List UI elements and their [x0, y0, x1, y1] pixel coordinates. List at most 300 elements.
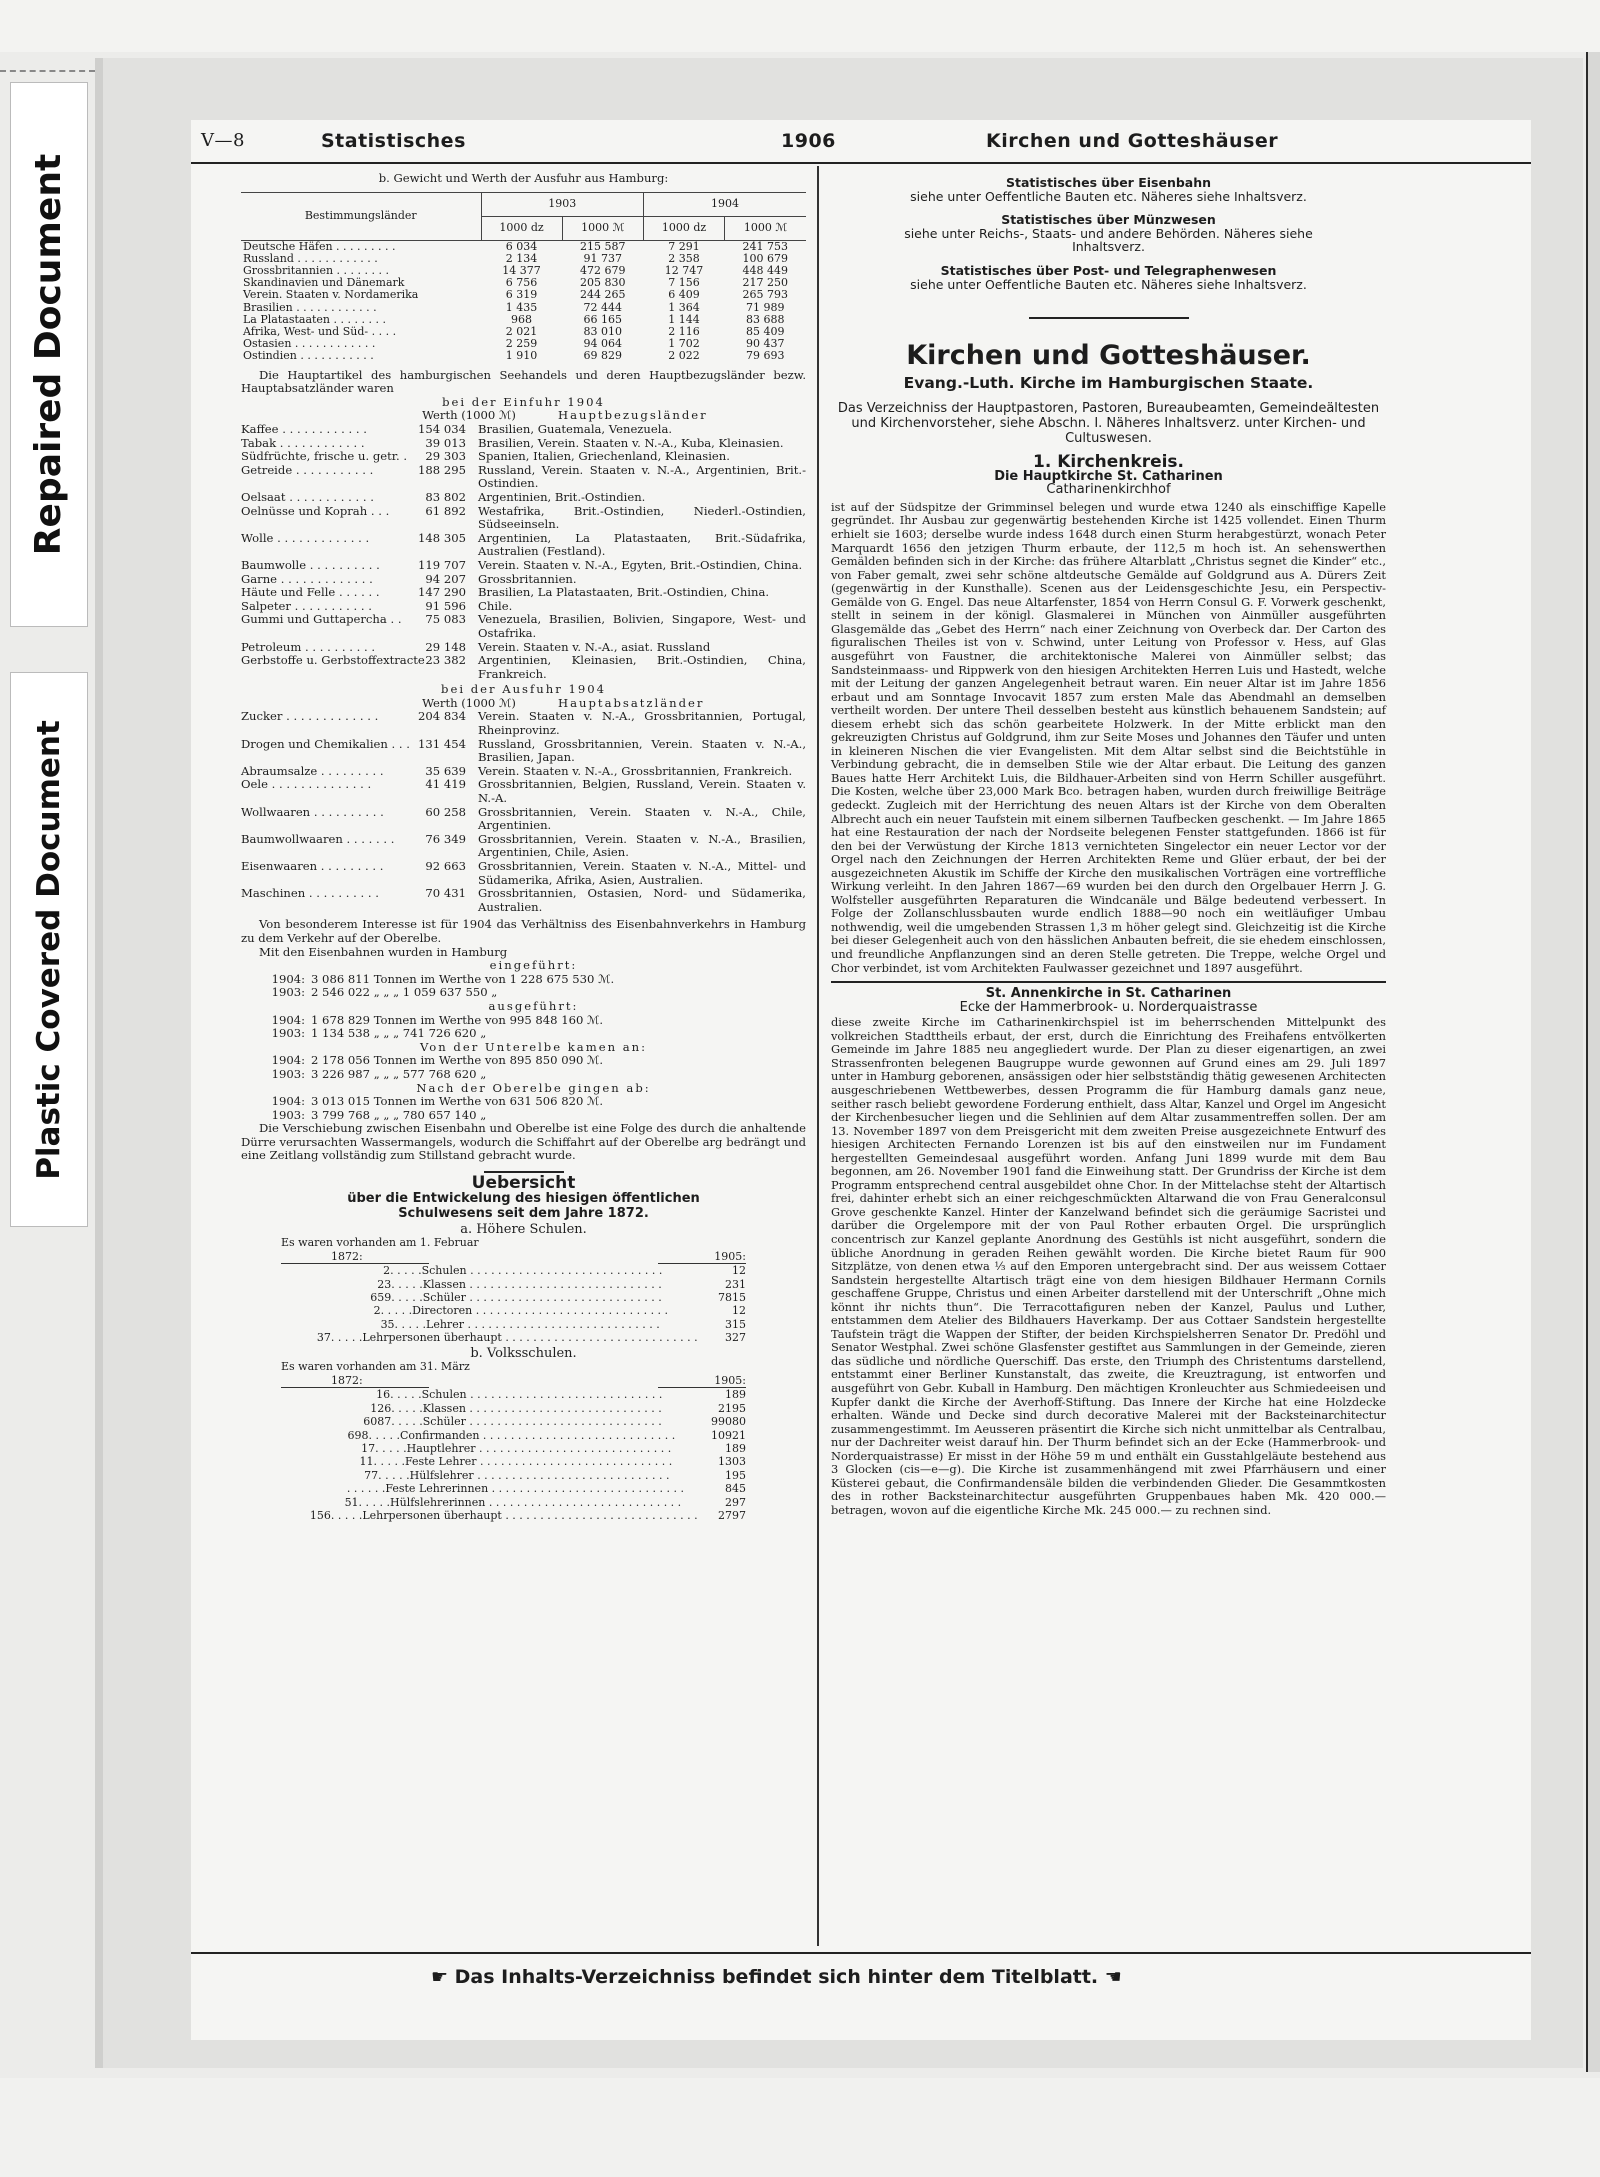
import-countries: Russland, Verein. Staaten v. N.-A., Argentinien, Brit.-Ostindien. [478, 462, 806, 491]
destination-cell: Grossbritannien . . . . . . . . [243, 264, 389, 277]
export-article: Drogen und Chemikalien . . . [241, 736, 410, 751]
destination-cell: Russland . . . . . . . . . . . . [243, 251, 378, 265]
export-werth-label: Werth (1000 ℳ) [422, 695, 516, 710]
import-countries: Verein. Staaten v. N.-A., asiat. Russland [478, 639, 711, 654]
import-article: Südfrüchte, frische u. getr. . [241, 449, 408, 464]
year-1872-b: 1872: [281, 1374, 429, 1388]
rail-values: 3 226 987 „ „ „ 577 768 620 „ [311, 1066, 487, 1081]
import-value: 75 083 [425, 612, 466, 627]
import-article: Wolle . . . . . . . . . . . . . [241, 530, 370, 545]
ref-railway-title: Statistisches über Eisenbahn [1005, 175, 1212, 190]
import-row [241, 573, 806, 587]
value-cell: 6 409 [668, 288, 700, 302]
value-cell: 265 793 [742, 288, 789, 302]
school-label: Hauptlehrer . . . . . . . . . . . . . . . . . . . . . . . . . . . . [406, 1441, 672, 1455]
import-row [241, 464, 806, 491]
right-column [831, 170, 1386, 1518]
export-row [241, 806, 806, 833]
import-countries: Brasilien, Guatemala, Venezuela. [478, 422, 673, 436]
school-label: Klassen . . . . . . . . . . . . . . . . . . . . . . . . . . . . [422, 1401, 662, 1415]
import-row [241, 423, 806, 437]
school-1872: 6087. . . . . [363, 1415, 423, 1429]
catharinen-address: Catharinenkirchhof [1046, 482, 1171, 498]
import-value: 148 305 [418, 530, 466, 545]
value-cell: 85 409 [746, 325, 785, 339]
import-article: Baumwolle . . . . . . . . . . [241, 557, 380, 572]
import-article: Gerbstoffe u. Gerbstoffextracte [241, 653, 425, 668]
school-label: Lehrpersonen überhaupt . . . . . . . . . . . . . . . . . . . . . . . . . . . . [362, 1508, 698, 1522]
rail-paragraph-1: Von besonderem Interesse ist für 1904 das Verhältniss des Eisenbahnverkehrs in Hamburg zu dem Verkehr auf der Oberelbe. [241, 917, 806, 945]
page-edge [1586, 52, 1600, 2072]
import-werth-label: Werth (1000 ℳ) [422, 408, 516, 423]
export-row [241, 350, 806, 362]
school-1872: 156. . . . . [309, 1508, 363, 1522]
export-value: 92 663 [425, 859, 466, 873]
school-1872: 35. . . . . [380, 1317, 427, 1331]
export-row [241, 765, 806, 779]
rail-row [261, 1068, 806, 1082]
destination-cell: Skandinavien und Dänemark [243, 276, 405, 290]
school-label: Klassen . . . . . . . . . . . . . . . . . . . . . . . . . . . . [422, 1277, 662, 1291]
import-countries: Argentinien, La Platastaaten, Brit.-Südafrika, Australien (Festland). [478, 530, 806, 559]
school-1905: 315 [725, 1317, 746, 1331]
value-cell: 6 319 [505, 288, 538, 302]
rail-row [261, 1014, 806, 1028]
export-subheading [241, 697, 806, 711]
import-row [241, 505, 806, 532]
school-label: Directoren . . . . . . . . . . . . . . . . . . . . . . . . . . . . [412, 1304, 669, 1318]
destination-cell: La Platastaaten . . . . . . . . [243, 312, 386, 326]
school-1872: 77. . . . . [364, 1468, 410, 1482]
school-1872: 2. . . . . [383, 1264, 422, 1278]
export-article: Wollwaaren . . . . . . . . . . [241, 804, 384, 819]
main-articles-intro: Die Hauptartikel des hamburgischen Seehandels und deren Hauptbezugsländer bezw. Hauptabsatzländer waren [241, 367, 806, 396]
catharinen-title: Die Hauptkirche St. Catharinen [994, 468, 1223, 484]
ref-post-title: Statistisches über Post- und Telegraphenwesen [940, 262, 1277, 278]
export-row [241, 302, 806, 314]
header-rule [191, 162, 1531, 164]
school-row [281, 1496, 746, 1509]
value-cell: 448 449 [742, 264, 789, 277]
import-countries-label: Hauptbezugsländer [558, 408, 708, 423]
export-value: 204 834 [418, 709, 466, 724]
year-1872: 1872: [281, 1250, 429, 1264]
import-countries: Argentinien, Kleinasien, Brit.-Ostindien, China, Frankreich. [478, 653, 806, 681]
plastic-covered-tag [10, 672, 88, 1227]
import-row [241, 437, 806, 451]
school-1905: 327 [725, 1331, 746, 1345]
year-1905-b: 1905: [658, 1374, 746, 1388]
rail-year: 1904: [271, 971, 305, 986]
export-row [241, 289, 806, 301]
value-cell: 1 435 [505, 300, 538, 314]
export-value: 35 639 [425, 763, 466, 778]
export-row [241, 240, 806, 253]
import-row [241, 600, 806, 614]
import-value: 119 707 [418, 557, 466, 572]
import-row [241, 559, 806, 573]
school-1905: 189 [725, 1441, 746, 1455]
export-article: Zucker . . . . . . . . . . . . . [241, 709, 379, 724]
rail-year: 1903: [271, 1066, 305, 1081]
export-row [241, 860, 806, 887]
value-cell: 1 702 [668, 337, 700, 351]
export-countries-label: Hauptabsatzländer [558, 695, 705, 710]
import-value: 29 148 [425, 639, 466, 654]
school-row [281, 1264, 746, 1277]
export-countries: Verein. Staaten v. N.-A., Grossbritannien, Portugal, Rheinprovinz. [478, 709, 806, 738]
value-cell: 6 756 [505, 276, 538, 290]
export-countries: Grossbritannien, Verein. Staaten v. N.-A., Mittel- und Südamerika, Afrika, Asien, Australien. [478, 859, 806, 887]
import-row [241, 532, 806, 559]
value-cell: 83 688 [746, 312, 785, 326]
rail-paragraph-2: Mit den Eisenbahnen wurden in Hamburg [259, 944, 508, 959]
school-row [281, 1388, 746, 1401]
import-value: 91 596 [425, 598, 466, 613]
import-value: 83 802 [425, 489, 466, 504]
school-label: Schüler . . . . . . . . . . . . . . . . . . . . . . . . . . . . [422, 1291, 662, 1305]
ref-railway-text: siehe unter Oeffentliche Bauten etc. Näheres siehe Inhaltsverz. [910, 188, 1307, 204]
export-table [241, 192, 806, 363]
rail-heading: Von der Unterelbe kamen an: [419, 1039, 648, 1054]
rail-row [261, 1095, 806, 1109]
unit-4: 1000 ℳ [725, 216, 806, 240]
header-right: Kirchen und Gotteshäuser [986, 130, 1279, 152]
import-countries: Brasilien, Verein. Staaten v. N.-A., Kuba, Kleinasien. [478, 435, 784, 450]
school-1905: 7815 [718, 1291, 746, 1305]
plastic-covered-label: Plastic Covered Document [31, 719, 68, 1180]
import-article: Garne . . . . . . . . . . . . . [241, 571, 373, 586]
ref-post-text: siehe unter Oeffentliche Bauten etc. Näheres siehe Inhaltsverz. [910, 276, 1307, 292]
higher-schools-intro: Es waren vorhanden am 1. Februar [281, 1236, 479, 1250]
destination-cell: Ostindien . . . . . . . . . . . [243, 349, 374, 363]
value-cell: 7 291 [668, 239, 700, 253]
rail-row [261, 1054, 806, 1068]
export-row [241, 778, 806, 805]
import-list [241, 423, 806, 681]
school-row [281, 1455, 746, 1468]
value-cell: 2 259 [505, 337, 538, 351]
left-column [241, 172, 806, 1522]
school-1905: 1303 [718, 1455, 746, 1469]
import-row [241, 654, 806, 681]
school-row [281, 1331, 746, 1344]
export-title: b. Gewicht und Werth der Ausfuhr aus Hamburg: [378, 171, 669, 185]
rail-heading: ausgeführt: [488, 998, 579, 1013]
rail-values: 3 799 768 „ „ „ 780 657 140 „ [311, 1107, 487, 1122]
elementary-schools-years [281, 1374, 746, 1388]
export-value: 41 419 [425, 777, 466, 792]
export-article: Eisenwaaren . . . . . . . . . [241, 859, 384, 873]
import-value: 29 303 [425, 449, 466, 464]
value-cell: 215 587 [580, 239, 626, 253]
rail-values: 1 134 538 „ „ „ 741 726 620 „ [311, 1026, 487, 1041]
value-cell: 12 747 [664, 264, 704, 277]
school-1872: 37. . . . . [316, 1331, 363, 1345]
import-value: 61 892 [425, 503, 466, 518]
rail-values: 1 678 829 Tonnen im Werthe von 995 848 160 ℳ. [311, 1012, 604, 1027]
rail-row [261, 1027, 806, 1041]
export-article: Baumwollwaaren . . . . . . . [241, 831, 395, 846]
value-cell: 472 679 [580, 264, 626, 277]
export-heading: bei der Ausfuhr 1904 [441, 682, 606, 697]
value-cell: 1 910 [505, 349, 538, 363]
rail-traffic-list [261, 959, 806, 1122]
destination-cell: Ostasien . . . . . . . . . . . . [243, 337, 376, 351]
import-article: Getreide . . . . . . . . . . . [241, 462, 374, 477]
school-label: Schüler . . . . . . . . . . . . . . . . . . . . . . . . . . . . [422, 1415, 662, 1429]
catharinen-text: ist auf der Südspitze der Grimminsel belegen und wurde etwa 1240 als einschiffige Kapelle gegründet. Ihr Ausbau zur gegenwärtig bestehenden Kirche ist 1425 vollendet. Einen Thurm erhielt sie 1603; derselbe wurde indess 1648 durch einen Sturm herabgestürzt, wonach Peter Marquardt 1656 den jetzigen Thurm erbaute, der 112,5 m hoch ist. An sehenswerthen Gemälden befinden sich in der Kirche: das frühere Altarblatt „Christus segnet die Kinder“ etc., von Faber gemalt, zwei sehr schöne altdeutsche Gemälde auf Goldgrund aus A. Dürers Zeit (gegenwärtig in der Kunsthalle). Scenen aus der Leidensgeschichte Jesu, ein Perspectiv-Gemälde von G. Engel. Das neue Altarfenster, 1854 von Herrn Consul G. F. Vorwerk geschenkt, stellt in seinem in der königl. Glasmalerei in München von Ainmüller ausgeführten Glasgemälde das „Gebet des Herrn“ nach einer Zeichnung von Overbeck dar. Der Carton des figuralischen Theiles ist von v. Schwind, unter Leitung von Professor v. Hess, auf Glas ausgeführt von Faustner, die architektonische Malerei von Ainmüller selbst; das Sandsteinmaass- und Rippwerk von den hiesigen Architekten Herren Luis und Hastedt, welche mit der Leitung der ganzen Angelegenheit betraut waren. Ein neuer Altar ist im Jahre 1856 erbaut und am Sonntage Invocavit 1857 zum ersten Male das Abendmahl an demselben vertheilt worden. Der untere Theil desselben besteht aus künstlich behauenem Sandstein; auf diesem erhebt sich das schön gearbeitete Holzwerk. In der Mitte erblickt man den gekreuzigten Christus auf Goldgrund, ihm zur Seite Moses und Johannes den Täufer und unten in kleineren Nischen die vier Evangelisten. Mit dem Altar selbst sind die Beichtstühle in Verbindung gebracht, die in demselben Stile wie der Altar erbaut. Die Leitung des ganzen Baues hatte Herr Architekt Luis, die Bildhauer-Arbeiten sind von Herrn Schiller ausgeführt. Die Kosten, welche über 23,000 Mark Bco. betragen haben, wurden durch freiwillige Beiträge gedeckt. Zugleich mit der Herrichtung des neuen Altars ist der Kirche von dem Oberalten Albrecht auch ein neuer Taufstein mit einem silbernen Taufbecken geschenkt. — Im Jahre 1865 hat eine Restauration der nach der Nordseite belegenen Fenster stattgefunden. 1866 ist für den bei der Verwüstung der Kirche 1813 vernichteten Singelector ein neuer Lector vor der Orgel nach den Zeichnungen der Herren Architekten Reme und Glüer erbaut, der bei der ausgezeichneten Akustik im Schiffe der Kirche den musikalischen Vorträgen eine vortreffliche Wirkung verleiht. In den Jahren 1867—69 wurden bei den durch den Orgelbauer Herrn J. G. Wolfsteller ausgeführten Reparaturen die Windcanäle und Bälge bedeutend verbessert. In Folge der Zollanschlussbauten wurde endlich 1888—90 noch ein weitläufiger Umbau nothwendig, weil die umgebenden Strassen 1,3 m höher gelegt sind. Gleichzeitig ist die Kirche bei dieser Gelegenheit auch von den hässlichen Anbauten befreit, die sie ehedem einschlossen, und freundliche Anpflanzungen sind an deren Stelle getreten. Die Treppe, welche Orgel und Chor verbindet, ist vom Architekten Faulwasser gezeichnet und 1897 ausgeführt. [831, 499, 1386, 975]
school-label: Hülfslehrerinnen . . . . . . . . . . . . . . . . . . . . . . . . . . . . [390, 1495, 682, 1509]
value-cell: 6 034 [505, 239, 538, 253]
school-row [281, 1469, 746, 1482]
elementary-schools-table [241, 1360, 806, 1522]
value-cell: 205 830 [580, 276, 626, 290]
school-row [281, 1291, 746, 1304]
import-row [241, 586, 806, 600]
scan-bottom-margin [0, 2078, 1600, 2177]
value-cell: 94 064 [583, 337, 623, 351]
school-label: Schulen . . . . . . . . . . . . . . . . . . . . . . . . . . . . [421, 1264, 663, 1278]
header-left: Statistisches [321, 130, 466, 152]
value-cell: 244 265 [580, 288, 626, 302]
import-countries: Verein. Staaten v. N.-A., Egyten, Brit.-Ostindien, China. [478, 557, 803, 572]
elementary-schools-intro: Es waren vorhanden am 31. März [281, 1360, 470, 1374]
ref-coin-title: Statistisches über Münzwesen [1001, 212, 1216, 228]
elementary-schools-title: b. Volksschulen. [470, 1345, 577, 1361]
school-1905: 2195 [718, 1401, 746, 1415]
export-rows [241, 240, 806, 363]
rail-paragraph-3: Die Verschiebung zwischen Eisenbahn und Oberelbe ist eine Folge des durch die anhaltende Dürre verursachten Wassermangels, wodurch die Schiffahrt auf der Oberelbe arg bedrängt und eine Zeitlang vollständig zum Stillstand gebracht wurde. [241, 1121, 806, 1163]
rail-values: 2 178 056 Tonnen im Werthe von 895 850 090 ℳ. [311, 1053, 604, 1068]
value-cell: 71 989 [746, 300, 785, 314]
rail-values: 2 546 022 „ „ „ 1 059 637 550 „ [311, 985, 498, 1000]
church-subtitle: Evang.-Luth. Kirche im Hamburgischen Staate. [903, 374, 1314, 393]
value-cell: 69 829 [583, 349, 623, 363]
import-row [241, 641, 806, 655]
school-1872: 698. . . . . [347, 1428, 400, 1442]
school-title: Uebersicht [471, 1173, 576, 1194]
import-value: 154 034 [418, 422, 466, 436]
rail-heading: Nach der Oberelbe gingen ab: [416, 1080, 651, 1095]
value-cell: 83 010 [583, 325, 623, 339]
import-countries: Spanien, Italien, Griechenland, Kleinasien. [478, 449, 730, 464]
export-row [241, 833, 806, 860]
destination-cell: Afrika, West- und Süd- . . . . [243, 325, 397, 339]
value-cell: 91 737 [583, 251, 623, 265]
export-countries: Grossbritannien, Verein. Staaten v. N.-A., Chile, Argentinien. [478, 804, 806, 833]
rail-year: 1903: [271, 1026, 305, 1041]
ref-coin-text: siehe unter Reichs-, Staats- und andere Behörden. Näheres siehe Inhaltsverz. [904, 225, 1313, 255]
annen-title: St. Annenkirche in St. Catharinen [985, 986, 1232, 1002]
unit-3: 1000 dz [643, 216, 724, 240]
value-cell: 66 165 [583, 312, 623, 326]
value-cell: 14 377 [502, 264, 541, 277]
school-1872: . . . . . . [346, 1482, 386, 1496]
rail-heading: eingeführt: [489, 958, 578, 973]
school-1905: 231 [725, 1277, 746, 1291]
school-1872: 16. . . . . [376, 1388, 422, 1402]
value-cell: 968 [511, 312, 533, 326]
import-article: Tabak . . . . . . . . . . . . [241, 435, 365, 450]
import-heading: bei der Einfuhr 1904 [442, 394, 605, 409]
school-row [281, 1509, 746, 1522]
value-cell: 2 021 [505, 325, 538, 339]
annen-address: Ecke der Hammerbrook- u. Norderquaistrasse [959, 999, 1258, 1015]
export-list [241, 710, 806, 914]
import-countries: Venezuela, Brasilien, Bolivien, Singapore, West- und Ostafrika. [478, 612, 806, 640]
import-countries: Grossbritannien. [478, 571, 577, 586]
school-1905: 189 [725, 1388, 746, 1402]
value-cell: 217 250 [742, 276, 789, 290]
elementary-schools-rows [281, 1388, 746, 1522]
export-countries: Grossbritannien, Verein. Staaten v. N.-A., Brasilien, Argentinien, Chile, Asien. [478, 831, 806, 860]
rail-row [261, 986, 806, 1000]
running-header [191, 130, 1531, 170]
rail-values: 3 086 811 Tonnen im Werthe von 1 228 675 530 ℳ. [311, 971, 615, 986]
import-value: 147 290 [418, 585, 466, 600]
rail-row [261, 973, 806, 987]
rail-year: 1903: [271, 1107, 305, 1122]
footer-note: ☛ Das Inhalts-Verzeichniss befindet sich hinter dem Titelblatt. ☚ [431, 1966, 1122, 1988]
import-value: 23 382 [425, 653, 466, 668]
school-row [281, 1482, 746, 1495]
unit-2: 1000 ℳ [562, 216, 643, 240]
export-article: Oele . . . . . . . . . . . . . . [241, 777, 372, 792]
export-value: 76 349 [425, 831, 466, 846]
higher-schools-title: a. Höhere Schulen. [460, 1221, 587, 1237]
repaired-document-label: Repaired Document [28, 153, 70, 556]
school-1872: 17. . . . . [361, 1441, 407, 1455]
rail-year: 1904: [271, 1012, 305, 1027]
school-1905: 10921 [711, 1428, 746, 1442]
export-countries: Grossbritannien, Belgien, Russland, Verein. Staaten v. N.-A. [478, 777, 806, 806]
import-value: 39 013 [425, 435, 466, 450]
col-destination: Bestimmungsländer [241, 192, 481, 240]
import-countries: Westafrika, Brit.-Ostindien, Niederl.-Ostindien, Südseeinseln. [478, 503, 806, 532]
school-1905: 297 [725, 1495, 746, 1509]
year-1905: 1905: [658, 1250, 746, 1264]
school-row [281, 1442, 746, 1455]
import-article: Petroleum . . . . . . . . . . [241, 639, 376, 654]
export-row [241, 710, 806, 737]
school-1905: 99080 [711, 1415, 746, 1429]
cut-line [0, 70, 95, 72]
rail-row [261, 1109, 806, 1123]
import-article: Häute und Felle . . . . . . [241, 585, 380, 600]
value-cell: 1 364 [668, 300, 700, 314]
school-1905: 2797 [718, 1508, 746, 1522]
school-1905: 845 [725, 1482, 746, 1496]
import-article: Oelsaat . . . . . . . . . . . . [241, 489, 374, 504]
section-rule [1029, 317, 1189, 319]
destination-cell: Deutsche Häfen . . . . . . . . . [243, 239, 396, 253]
school-1872: 126. . . . . [370, 1401, 423, 1415]
import-article: Oelnüsse und Koprah . . . [241, 503, 390, 518]
import-countries: Chile. [478, 598, 513, 613]
school-label: Hülfslehrer . . . . . . . . . . . . . . . . . . . . . . . . . . . . [409, 1468, 670, 1482]
school-1872: 11. . . . . [359, 1455, 405, 1469]
school-row [281, 1429, 746, 1442]
page-number: V—8 [201, 130, 245, 151]
header-year: 1906 [781, 130, 836, 152]
footer-rule [191, 1952, 1531, 1954]
rail-values: 3 013 015 Tonnen im Werthe von 631 506 820 ℳ. [311, 1094, 604, 1109]
school-row [281, 1278, 746, 1291]
school-1872: 51. . . . . [344, 1495, 391, 1509]
export-row [241, 887, 806, 914]
destination-cell: Brasilien . . . . . . . . . . . . [243, 300, 377, 314]
value-cell: 79 693 [746, 349, 785, 363]
higher-schools-table [241, 1236, 806, 1344]
col-1904: 1904 [643, 192, 806, 216]
school-1872: 23. . . . . [377, 1277, 423, 1291]
value-cell: 90 437 [746, 337, 785, 351]
school-label: Feste Lehrer . . . . . . . . . . . . . . . . . . . . . . . . . . . . [404, 1455, 673, 1469]
rail-year: 1903: [271, 985, 305, 1000]
value-cell: 2 022 [668, 349, 700, 363]
unit-1: 1000 dz [481, 216, 562, 240]
column-divider [817, 166, 819, 1946]
import-value: 188 295 [418, 462, 466, 477]
value-cell: 100 679 [742, 251, 789, 265]
school-label: Schulen . . . . . . . . . . . . . . . . . . . . . . . . . . . . [421, 1388, 663, 1402]
repaired-document-tag [10, 82, 88, 627]
section-rule-2 [831, 981, 1386, 983]
value-cell: 72 444 [583, 300, 623, 314]
school-row [281, 1415, 746, 1428]
value-cell: 2 134 [505, 251, 538, 265]
school-1905: 12 [732, 1304, 746, 1318]
export-row [241, 738, 806, 765]
import-row [241, 613, 806, 640]
school-1905: 195 [725, 1468, 746, 1482]
export-countries: Verein. Staaten v. N.-A., Grossbritannien, Frankreich. [478, 763, 793, 778]
rail-year: 1904: [271, 1094, 305, 1109]
import-row [241, 491, 806, 505]
import-countries: Brasilien, La Platastaaten, Brit.-Ostindien, China. [478, 585, 770, 600]
school-row [281, 1318, 746, 1331]
import-article: Kaffee . . . . . . . . . . . . [241, 422, 367, 436]
school-1905: 12 [732, 1264, 746, 1278]
scanned-page [95, 58, 1583, 2068]
school-subtitle: über die Entwickelung des hiesigen öffentlichen Schulwesens seit dem Jahre 1872. [347, 1190, 700, 1221]
school-row [281, 1402, 746, 1415]
school-label: Lehrpersonen überhaupt . . . . . . . . . . . . . . . . . . . . . . . . . . . . [362, 1331, 698, 1345]
export-countries: Grossbritannien, Ostasien, Nord- und Südamerika, Australien. [478, 886, 806, 914]
value-cell: 1 144 [668, 312, 700, 326]
export-value: 70 431 [425, 886, 466, 901]
school-1872: 659. . . . . [370, 1291, 423, 1305]
value-cell: 7 156 [668, 276, 700, 290]
import-subheading [241, 409, 806, 423]
value-cell: 2 358 [668, 251, 700, 265]
export-value: 60 258 [425, 804, 466, 819]
import-article: Gummi und Guttapercha . . [241, 612, 402, 627]
value-cell: 241 753 [742, 239, 789, 253]
export-article: Abraumsalze . . . . . . . . . [241, 763, 384, 778]
school-label: Lehrer . . . . . . . . . . . . . . . . . . . . . . . . . . . . [426, 1317, 660, 1331]
school-row [281, 1304, 746, 1317]
higher-schools-years [281, 1250, 746, 1264]
school-1872: 2. . . . . [373, 1304, 413, 1318]
short-rule [484, 1171, 564, 1173]
export-countries: Russland, Grossbritannien, Verein. Staaten v. N.-A., Brasilien, Japan. [478, 736, 806, 765]
annen-text: diese zweite Kirche im Catharinenkirchspiel ist im beherrschenden Mittelpunkt des volkreichen Stadttheils erbaut, der erst, durch die Einrichtung des Freihafens entvölkerten Gemeinde im Jahre 1885 neu angegliedert wurde. Der Plan zu dieser eigenartigen, an zwei Strassenfronten belegenen Baugruppe wurde gewonnen auf Grund eines am 29. Juli 1897 unter in Hamburg geborenen, ansässigen oder hier selbstständig thätig gewesenen Architecten ausgeschriebenen Wettbewerbes, dessen Programm die für Hamburg damals ganz neue, seither rasch beliebt gewordene Forderung enthielt, dass Altar, Kanzel und Orgel im Angesicht der Kirchenbesucher liegen und die Sehlinien auf dem Altar zusammentreffen sollen. Der am 13. November 1897 von dem Preisgericht mit dem zweiten Preise ausgezeichnete Entwurf des hiesigen Architecten Fernando Lorenzen ist bis auf den einstweilen nur im Fundament hergestellten Gemeindesaal ausgeführt worden. Anfang Juni 1899 wurde mit dem Bau begonnen, am 26. November 1901 fand die Einweihung statt. Der Grundriss der Kirche ist dem Programm entsprechend central ausgebildet ohne Chor. In der Mittelachse steht der Altartisch frei, dahinter erhebt sich an einer reichgeschmückten Altarwand die von Frau Generalconsul Grove geschenkte Kanzel. Hinter der Kanzelwand befindet sich die geräumige Sacristei und darüber die Orgelempore mit der von Paul Rother erbauten Orgel. Die ursprünglich concentrisch zur Kanzel geplante Anordnung des Gestühls ist nicht ausgeführt, sondern die übliche Anordnung in geraden Reihen gewählt worden. Die Kirche bietet Raum für 900 Sitzplätze, von denen etwa ⅓ auf den Emporen untergebracht sind. Der aus weissem Cottaer Sandstein hergestellte Altartisch trägt eine von dem hiesigen Bildhauer Hermann Cornils geschaffene Gruppe, Christus und einen Arbeiter darstellend mit der Unterschrift „Ohne mich könnt ihr nichts thun“. Die Terracottafiguren neben der Kanzel, Paulus und Luther, entstammen dem Atelier des Bildhauers Haverkamp. Der aus Cottaer Sandstein hergestellte Taufstein trägt die Wappen der Stifter, der beiden Kirchspielsherren Senator Dr. Predöhl und Senator Westphal. Zwei schöne Glasfenster gestiftet aus Sammlungen in der Gemeinde, zieren das südliche und nördliche Querschiff. Das erste, den Triumph des Christentums darstellend, entstammt einer Berliner Kunstanstalt, das zweite, die Kreuztragung, ist entworfen und ausgeführt von Gebr. Kuball in Hamburg. Den mächtigen Kronleuchter aus Schmiedeeisen und Kupfer dankt die Kirche der Averhoff-Stiftung. Das Innere der Kirche hat eine Holzdecke erhalten. Wände und Decke sind durch decorative Malerei mit der Backsteinarchitectur zusammengestimmt. Im Aeusseren präsentirt die Kirche sich nicht unmittelbar als Centralbau, nur der Dachreiter weist darauf hin. Der Thurm befindet sich an der Ecke (Hammerbrook- und Norderquaistrasse) Er misst in der Höhe 59 m und enthält ein Gusstahlgeläute bestehend aus 3 Glocken (cis—e—g). Die Kirche ist zusammenhängend mit zwei Pfarrhäusern und einer Küsterei gebaut, die Confirmandensäle bilden die verbindenden Glieder. Die Gesammtkosten des in rother Backsteinarchitectur ausgeführten Gruppenbaues haben Mk. 420 000.— betragen, wovon auf die eigentliche Kirche Mk. 245 000.— zu rechnen sind. [831, 1015, 1386, 1517]
scan-top-margin [0, 0, 1600, 52]
col-1903: 1903 [481, 192, 643, 216]
church-intro: Das Verzeichniss der Hauptpastoren, Pastoren, Bureaubeamten, Gemeindeältesten und Kirchenvorsteher, siehe Abschn. I. Näheres Inhaltsverz. unter Kirchen- und Cultuswesen. [837, 401, 1380, 447]
